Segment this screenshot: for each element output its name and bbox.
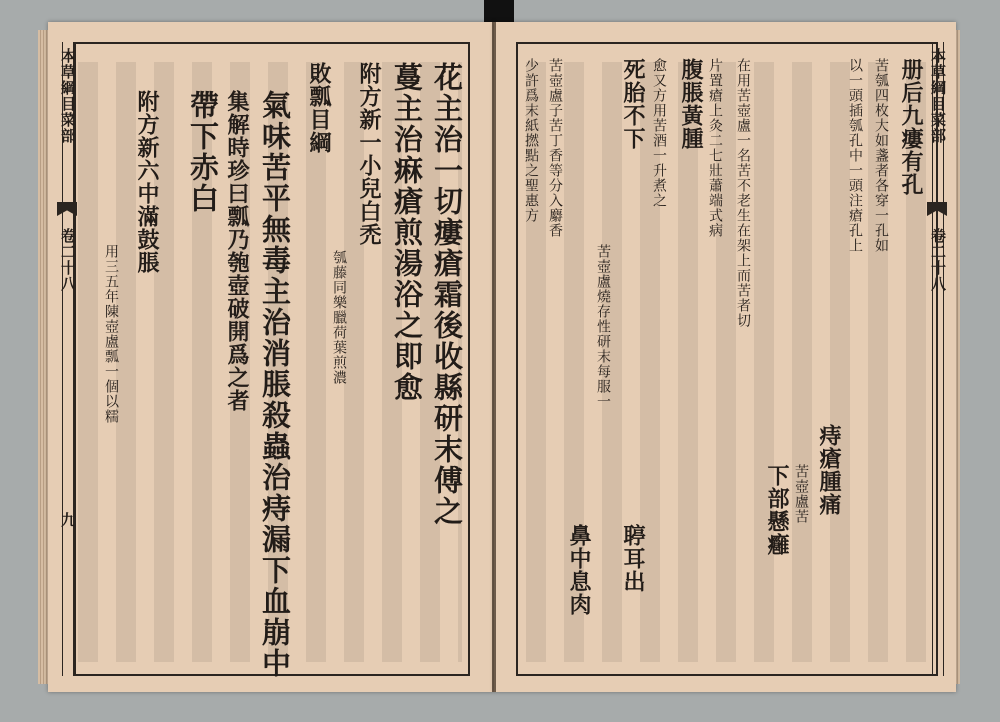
- text-column: 用三五年陳壺盧瓢一個以糯: [103, 244, 119, 424]
- right-text-frame: [516, 42, 938, 676]
- text-column: 苦壺盧燒存性研末每服一: [595, 244, 611, 409]
- text-column: 片置瘡上灸二七壯蕭端式病: [707, 58, 723, 238]
- text-column: 以一頭插瓠孔中一頭注瘡孔上: [847, 58, 863, 253]
- text-column: 死胎不下: [620, 58, 646, 150]
- text-column: 在用苦壺盧一名苦不老生在架上而苦者切: [735, 58, 751, 328]
- left-page-number: 九: [59, 512, 77, 528]
- text-column: 附方新一小兒白禿: [356, 62, 382, 246]
- bookmark-ribbon: [484, 0, 514, 22]
- text-column: 氣味苦平無毒主治消脹殺蟲治痔漏下血崩中: [258, 90, 292, 679]
- text-column: 附方新六中滿鼓脹: [134, 90, 160, 274]
- left-page: [48, 22, 494, 692]
- text-column: 聤耳出: [620, 524, 646, 593]
- left-margin-title: 本草綱目菜部: [59, 48, 77, 144]
- text-column: 敗瓢目綱: [306, 62, 332, 154]
- right-margin-title: 本草綱目菜部: [929, 48, 947, 144]
- left-page-margin-column: [59, 42, 77, 676]
- right-page: [494, 22, 956, 692]
- left-text-frame: [74, 42, 470, 679]
- text-column: 少許爲末紙撚點之聖惠方: [523, 58, 539, 223]
- text-column: 蔓主治痳瘡煎湯浴之即愈: [390, 62, 424, 403]
- text-column: 愈又方用苦酒一升煮之: [651, 58, 667, 208]
- text-column: 帶下赤白: [186, 90, 220, 214]
- text-column: 册后九瘻有孔: [898, 58, 924, 196]
- text-column: 鼻中息肉: [566, 524, 592, 616]
- text-column: 集解時珍曰瓢乃匏壺破開爲之者: [224, 90, 250, 412]
- text-column: 苦瓠四枚大如盞者各穿一孔如: [873, 58, 889, 253]
- text-column: 苦壺盧苦: [793, 464, 809, 524]
- text-column: 下部懸癰: [764, 464, 790, 556]
- left-volume-label: 卷二十八: [59, 228, 77, 292]
- text-column: 瓠藤同樂臘荷葉煎濃: [331, 250, 347, 385]
- text-column: 腹脹黃腫: [678, 58, 704, 150]
- right-volume-label: 卷二十八: [929, 228, 947, 292]
- text-column: 花主治一切瘻瘡霜後收縣研末傅之: [430, 62, 464, 527]
- text-column: 痔瘡腫痛: [816, 424, 842, 516]
- text-column: 苦壺盧子苦丁香等分入麝香: [547, 58, 563, 238]
